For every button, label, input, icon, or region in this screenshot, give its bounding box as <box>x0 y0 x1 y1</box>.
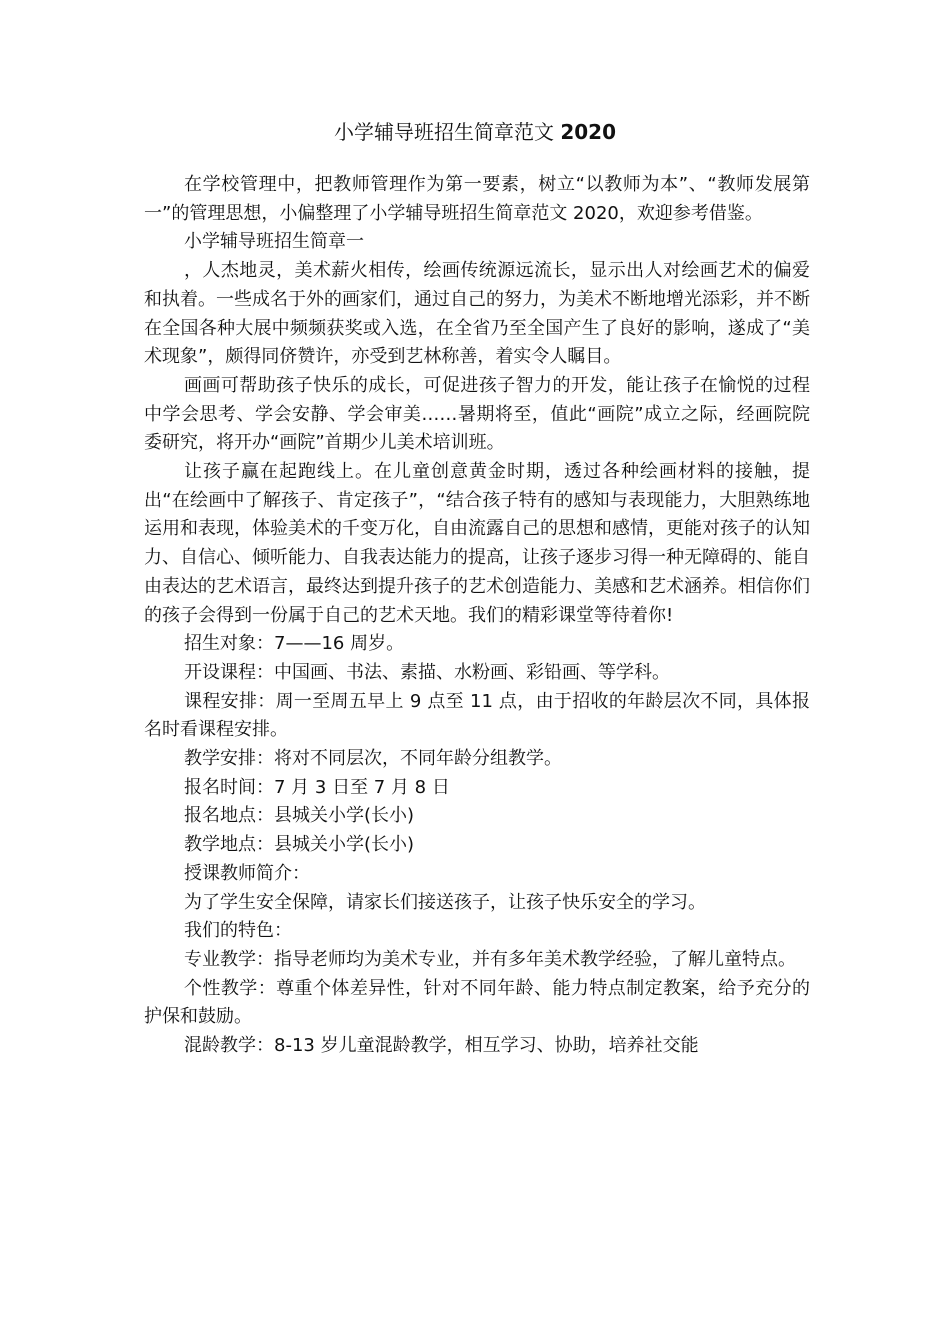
info-teacher-intro: 授课教师简介： <box>184 862 310 884</box>
info-registration-time: 报名时间：7 月 3 日至 7 月 8 日 <box>184 776 450 798</box>
info-teaching-place: 教学地点：县城关小学(长小) <box>184 834 415 856</box>
title-year: 2020 <box>560 120 617 144</box>
paragraph-drawing-benefits: 画画可帮助孩子快乐的成长，可促进孩子智力的开发，能让孩子在愉悦的过程中学会思考、学会安静、学会审美……暑期将至，值此“画院”成立之际，经画院院委研究，将开办“画院”首期少儿美术培训班。 <box>144 374 810 454</box>
paragraph-intro: 在学校管理中，把教师管理作为第一要素，树立“以教师为本”、“教师发展第一”的管理思想，小偏整理了小学辅导班招生简章范文 2020，欢迎参考借鉴。 <box>144 174 810 224</box>
paragraph-art-tradition: ，人杰地灵，美术薪火相传，绘画传统源远流长，显示出人对绘画艺术的偏爱和执着。一些成名于外的画家们，通过自己的努力，为美术不断地增光添彩，并不断在全国各种大展中频频获奖或入选，在全省乃至全国产生了良好的影响，遂成了“美术现象”，颇得同侪赞许，亦受到艺林称善，着实令人瞩目。 <box>144 260 810 368</box>
feature-individual: 个性教学：尊重个体差异性，针对不同年龄、能力特点制定教案，给予充分的护保和鼓励。 <box>144 977 810 1028</box>
section-heading: 小学辅导班招生简章一 <box>184 231 364 253</box>
info-registration-place: 报名地点：县城关小学(长小) <box>184 805 415 827</box>
info-enrollment-target: 招生对象：7——16 周岁。 <box>184 633 405 655</box>
info-safety: 为了学生安全保障，请家长们接送孩子，让孩子快乐安全的学习。 <box>184 891 706 913</box>
title-text: 小学辅导班招生简章范文 <box>333 120 561 144</box>
feature-mixed-age: 混龄教学：8-13 岁儿童混龄教学，相互学习、协助，培养社交能 <box>184 1035 699 1057</box>
features-heading: 我们的特色： <box>184 920 292 942</box>
info-courses: 开设课程：中国画、书法、素描、水粉画、彩铅画、等学科。 <box>184 661 670 683</box>
paragraph-start-line: 让孩子赢在起跑线上。在儿童创意黄金时期，透过各种绘画材料的接触，提出“在绘画中了解孩子、肯定孩子”，“结合孩子特有的感知与表现能力，大胆熟练地运用和表现，体验美术的千变万化，自由流露自己的思想和感情，更能对孩子的认知力、自信心、倾听能力、自我表达能力的提高，让孩子逐步习得一种无障碍的、能自由表达的艺术语言，最终达到提升孩子的艺术创造能力、美感和艺术涵养。相信你们的孩子会得到一份属于自己的艺术天地。我们的精彩课堂等待着你! <box>144 461 810 626</box>
info-teaching-arrangement: 教学安排：将对不同层次，不同年龄分组教学。 <box>184 748 562 770</box>
feature-professional: 专业教学：指导老师均为美术专业，并有多年美术教学经验，了解儿童特点。 <box>184 948 796 970</box>
document-body <box>144 171 810 1061</box>
info-schedule: 课程安排：周一至周五早上 9 点至 11 点，由于招收的年龄层次不同，具体报名时看课程安排。 <box>144 690 810 741</box>
document-title <box>0 118 950 146</box>
